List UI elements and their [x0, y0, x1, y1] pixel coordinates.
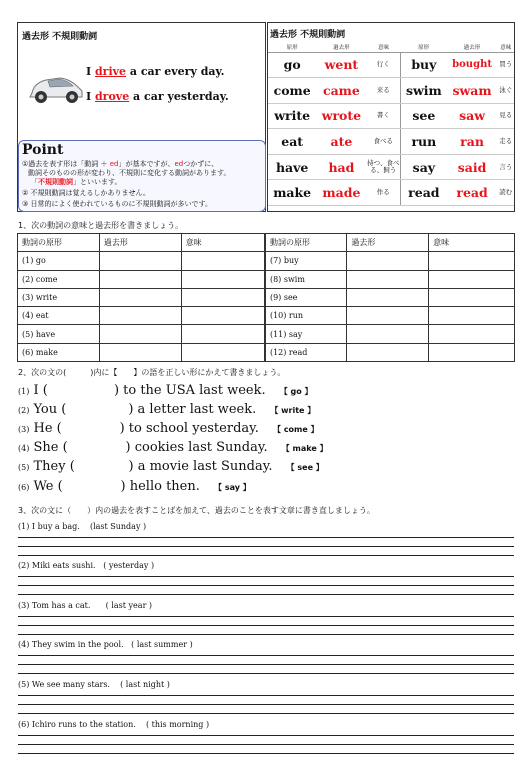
past-answer-cell[interactable]	[347, 325, 429, 343]
header-meaning-2: 意味	[497, 42, 514, 52]
verb-meaning: 食べる	[367, 129, 401, 155]
header-meaning: 意味	[181, 234, 265, 252]
header-past: 過去形	[316, 42, 366, 52]
question-number: (1)	[18, 387, 30, 396]
table-row	[18, 343, 515, 361]
fill-in-question	[18, 479, 251, 494]
answer-line[interactable]	[18, 594, 514, 595]
header-past-2: 過去形	[347, 234, 429, 252]
question-text[interactable]: He ( ) to school yesterday.	[33, 421, 259, 436]
verb-cell: (5) have	[18, 325, 100, 343]
question-number: (6)	[18, 483, 30, 492]
verb-cell: (1) go	[18, 252, 100, 270]
verb-row	[268, 180, 514, 206]
header-base-2: 原形	[401, 42, 447, 52]
verb-list-title: 過去形 不規則動詞	[270, 30, 346, 40]
past-answer-cell[interactable]	[347, 270, 429, 288]
verb-cell: (9) see	[265, 288, 347, 306]
point-title: Point	[22, 142, 64, 158]
answer-line[interactable]	[18, 625, 514, 626]
question-hint: 【 go 】	[279, 387, 313, 396]
rewrite-question: (2) Miki eats sushi. ( yesterday )	[18, 561, 155, 570]
verb-base: make	[268, 180, 316, 206]
answer-line[interactable]	[18, 753, 514, 754]
grammar-explanation-box	[17, 22, 266, 212]
verb-cell: (2) come	[18, 270, 100, 288]
verb-cell: (12) read	[265, 343, 347, 361]
answer-line[interactable]	[18, 585, 514, 586]
verb-base: write	[268, 103, 316, 129]
past-answer-cell[interactable]	[347, 343, 429, 361]
answer-line[interactable]	[18, 664, 514, 665]
verb-base: buy	[401, 52, 447, 78]
question-text[interactable]: She ( ) cookies last Sunday.	[33, 440, 268, 455]
answer-line[interactable]	[18, 634, 514, 635]
header-base: 動詞の原形	[18, 234, 100, 252]
verb-past: ate	[316, 129, 366, 155]
verb-base: read	[401, 180, 447, 206]
verb-past: swam	[447, 78, 498, 104]
verb-meaning: 見る	[497, 103, 514, 129]
verb-past: went	[316, 52, 366, 78]
verb-cell: (6) make	[18, 343, 100, 361]
verb-cell: (11) say	[265, 325, 347, 343]
left-box-title: 過去形 不規則動詞	[22, 32, 98, 42]
question-text[interactable]: We ( ) hello then.	[33, 479, 200, 494]
verb-past: ran	[447, 129, 498, 155]
verb-cell: (10) run	[265, 307, 347, 325]
verb-meaning: 読む	[497, 180, 514, 206]
answer-line[interactable]	[18, 537, 514, 538]
answer-line[interactable]	[18, 546, 514, 547]
table-row	[18, 270, 515, 288]
verb-base: say	[401, 154, 447, 180]
point-line-1: ①過去を表す形は「動詞 ＋ ed」が基本ですが、edつかずに、	[22, 160, 219, 168]
table-row	[18, 288, 515, 306]
verb-base: run	[401, 129, 447, 155]
question-number: (4)	[18, 444, 30, 453]
question-number: (5)	[18, 463, 30, 472]
meaning-answer-cell[interactable]	[181, 325, 265, 343]
past-answer-cell[interactable]	[99, 252, 181, 270]
meaning-answer-cell[interactable]	[429, 307, 515, 325]
verb-base: swim	[401, 78, 447, 104]
example-present: I drive a car every day.	[86, 65, 225, 78]
fill-in-question	[18, 421, 319, 436]
header-base: 原形	[268, 42, 316, 52]
verb-drive: drive	[94, 65, 127, 78]
header-meaning: 意味	[367, 42, 401, 52]
verb-meaning: 持つ、食べる、飼う	[367, 154, 401, 180]
answer-line[interactable]	[18, 616, 514, 617]
answer-line[interactable]	[18, 713, 514, 714]
header-past: 過去形	[99, 234, 181, 252]
verb-past: bought	[447, 52, 498, 78]
meaning-answer-cell[interactable]	[429, 270, 515, 288]
verb-base: see	[401, 103, 447, 129]
meaning-answer-cell[interactable]	[181, 307, 265, 325]
verb-row	[268, 129, 514, 155]
past-answer-cell[interactable]	[99, 343, 181, 361]
point-line-5: ③ 日常的によく使われているものに不規則動詞が多いです。	[22, 200, 212, 208]
header-meaning-2: 意味	[429, 234, 515, 252]
question-hint: 【 come 】	[273, 425, 319, 434]
question-hint: 【 make 】	[281, 444, 328, 453]
verb-cell: (3) write	[18, 288, 100, 306]
meaning-answer-cell[interactable]	[429, 288, 515, 306]
point-line-4: ② 不規則動詞は覚えるしかありません。	[22, 189, 150, 197]
verb-base: come	[268, 78, 316, 104]
meaning-answer-cell[interactable]	[181, 270, 265, 288]
verb-past: had	[316, 154, 366, 180]
past-answer-cell[interactable]	[347, 252, 429, 270]
past-answer-cell[interactable]	[99, 288, 181, 306]
verb-row	[268, 154, 514, 180]
verb-cell: (8) swim	[265, 270, 347, 288]
rewrite-question: (6) Ichiro runs to the station. ( this morning )	[18, 720, 210, 729]
verb-meaning: 買う	[497, 52, 514, 78]
rewrite-question: (5) We see many stars. ( last night )	[18, 680, 170, 689]
point-line-3: 「不規則動詞」といいます。	[31, 178, 122, 186]
fill-in-question	[18, 383, 313, 398]
verb-past: said	[447, 154, 498, 180]
fill-in-question	[18, 459, 324, 474]
meaning-answer-cell[interactable]	[181, 252, 265, 270]
answer-line[interactable]	[18, 704, 514, 705]
example-past: I drove a car yesterday.	[86, 90, 229, 103]
rewrite-question: (4) They swim in the pool. ( last summer )	[18, 640, 193, 649]
verb-drove: drove	[94, 90, 130, 103]
question-text[interactable]: You ( ) a letter last week.	[33, 402, 257, 417]
section2-instruction: 2、次の文の( )内に【 】の語を正しい形にかえて書きましょう。	[18, 368, 286, 377]
verb-base: have	[268, 154, 316, 180]
verb-cell: (7) buy	[265, 252, 347, 270]
question-text[interactable]: They ( ) a movie last Sunday.	[33, 459, 273, 474]
verb-list-table	[268, 42, 514, 206]
meaning-answer-cell[interactable]	[429, 325, 515, 343]
verb-past: made	[316, 180, 366, 206]
verb-meaning: 来る	[367, 78, 401, 104]
answer-line[interactable]	[18, 695, 514, 696]
answer-line[interactable]	[18, 735, 514, 736]
car-illustration	[26, 63, 86, 109]
verb-row	[268, 78, 514, 104]
verb-meaning: 行く	[367, 52, 401, 78]
question-number: (2)	[18, 406, 30, 415]
verb-past: saw	[447, 103, 498, 129]
point-box	[18, 140, 266, 212]
header-base-2: 動詞の原形	[265, 234, 347, 252]
past-answer-cell[interactable]	[99, 307, 181, 325]
meaning-answer-cell[interactable]	[181, 288, 265, 306]
verb-meaning: 走る	[497, 129, 514, 155]
verb-past: came	[316, 78, 366, 104]
header-past-2: 過去形	[447, 42, 498, 52]
irregular-verb-list	[267, 22, 515, 212]
table-row	[18, 307, 515, 325]
question-hint: 【 write 】	[270, 406, 316, 415]
verb-past: read	[447, 180, 498, 206]
verb-past: wrote	[316, 103, 366, 129]
verb-meaning: 書く	[367, 103, 401, 129]
verb-row	[268, 103, 514, 129]
answer-line[interactable]	[18, 655, 514, 656]
verb-meaning: 言う	[497, 154, 514, 180]
meaning-answer-cell[interactable]	[181, 343, 265, 361]
table-row	[18, 252, 515, 270]
table-row	[18, 325, 515, 343]
meaning-answer-cell[interactable]	[429, 252, 515, 270]
verb-base: eat	[268, 129, 316, 155]
past-answer-cell[interactable]	[99, 270, 181, 288]
fill-in-question	[18, 402, 315, 417]
fill-in-question	[18, 440, 328, 455]
question-hint: 【 see 】	[286, 463, 324, 472]
answer-line[interactable]	[18, 555, 514, 556]
verb-meaning: 泳ぐ	[497, 78, 514, 104]
point-line-2: 動詞そのものの形が変わり、不規則に変化する動詞があります。	[28, 169, 231, 177]
section1-instruction: 1、次の動詞の意味と過去形を書きましょう。	[18, 221, 184, 230]
answer-line[interactable]	[18, 576, 514, 577]
verb-row	[268, 52, 514, 78]
answer-line[interactable]	[18, 673, 514, 674]
verb-base: go	[268, 52, 316, 78]
verb-exercise-table	[17, 233, 515, 362]
past-answer-cell[interactable]	[99, 325, 181, 343]
question-text[interactable]: I ( ) to the USA last week.	[33, 383, 266, 398]
question-hint: 【 say 】	[214, 483, 251, 492]
answer-line[interactable]	[18, 744, 514, 745]
verb-meaning: 作る	[367, 180, 401, 206]
past-answer-cell[interactable]	[347, 307, 429, 325]
section3-instruction: 3、次の文に（ ）内の過去を表すことばを加えて、過去のことを表す文章に書き直しましょう。	[18, 506, 375, 515]
rewrite-question: (3) Tom has a cat. ( last year )	[18, 601, 153, 610]
rewrite-question: (1) I buy a bag. (last Sunday )	[18, 522, 147, 531]
verb-cell: (4) eat	[18, 307, 100, 325]
past-answer-cell[interactable]	[347, 288, 429, 306]
meaning-answer-cell[interactable]	[429, 343, 515, 361]
question-number: (3)	[18, 425, 30, 434]
